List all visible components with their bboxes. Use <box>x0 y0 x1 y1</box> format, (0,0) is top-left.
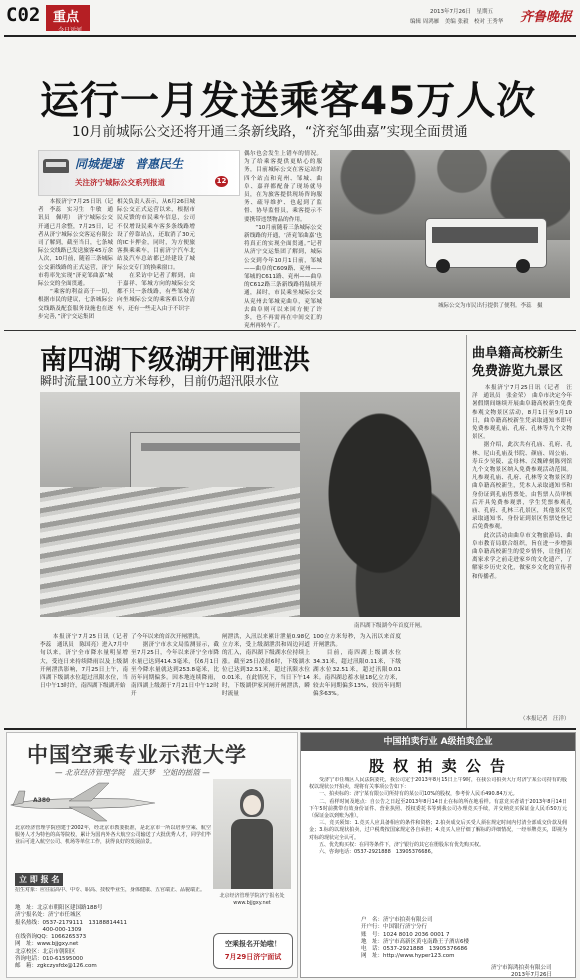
bus-shape <box>425 218 547 268</box>
story1-bottom-rule <box>4 330 576 331</box>
tree-foreground <box>300 392 460 617</box>
auction-contact-block <box>361 917 561 961</box>
enroll-title: 立 即 报 名 <box>15 873 63 886</box>
date-line: 2013年7月26日 星期五 <box>430 9 493 15</box>
story1-col3: 偶尔也会发生上错车的情况。为了给乘客提供更贴心的服务，目前城际公交在客运站的四个站点和兖州、邹城、曲阜、嘉祥都配备了现场就导员，在为旅客提供现场咨询服务、疏导维护、也起到了监督、协导监督员，乘客提示不要携带违禁物品的作用。 “10月前随着三条城际公交新线路的开通，‘济兖邹曲嘉’也将真正的实现全面贯通。”记者从济宁交运集团了解到，城际公交到今年10月1日前，邹城——曲阜的C609路、兖州——邹城的C611路、兖州——曲阜的C612路三条新线路将陆续开通，届时，市民乘坐城际公交从兖州去邹城兖曲阜，兖邹城去曲阜则可以来回方便了许多，也不再需再在中间交汇的兖州再转车了。 <box>244 151 322 330</box>
story3-divider <box>466 335 467 728</box>
auction-body: 受济宁市任城区人民法院委托，我公司定于2013年8月15日上午9时，在我公司拍卖大厅对济宁某公司持有的股权以现状公开拍卖，现将有关事项公告如下： 一、拍卖标的：济宁某有限公司所持有的某公司10%的股权，参考价人民币490.84万元。 二、看样时间及地点：自公告之日起至2013年8月14日止在标的所在地看样。有意竞买者请于2013年8月14日下午5时前携带有效身份证件、营业执照、授权委托书等到我公司办理竞买手续，并交纳竞买保证金人民币50万元（保证金以到账为准）。 三、竞买须知：1.竞买人应具备相应的条件和资格；2.拍卖成交后买受人须在规定时间内付清全部成交价款及佣金；3.标的以现状拍卖，过户税费按国家规定各自承担；4.竞买人应仔细了解标的详细情况，一经举牌竞买，即视为对标的现状完全认可。 五、优先购买权：在同等条件下，济宁银行的其它在册股东有优先购买权。 六、咨询电话：0537-2921888 13905376686。 <box>309 777 567 856</box>
contact-line: 北京校区：北京市朝阳区 <box>15 948 76 955</box>
auction-date: 2013年7月26日 <box>511 972 552 978</box>
contact-line: 咨询电话：010-61595000 <box>15 956 83 963</box>
bus-photo <box>330 150 570 298</box>
section-name: 重点 <box>53 10 80 25</box>
auction-notice <box>300 732 576 978</box>
contact-line: 邮 箱：zgkczysfdx@126.com <box>15 963 97 970</box>
contact-line: 网 址：www.bjjgxy.net <box>15 941 79 948</box>
contact-line: 在线咨询QQ：1066265373 <box>15 934 87 941</box>
school-ad-tagline: — 北京经济管理学院 蓝天梦 空姐的摇篮 — <box>55 768 210 777</box>
story3-footnote: （本报记者 汪洋） <box>520 716 570 722</box>
section-tab <box>46 5 90 34</box>
school-footer-line: www.bjjgxy.net <box>233 900 271 906</box>
school-ad-title: 中国空乘专业示范大学 <box>27 742 247 767</box>
plane-label: A380 <box>33 797 51 804</box>
floodgate-photo-caption: 南四湖下级湖今年首度开闸。 <box>354 623 426 629</box>
school-ad-intro: 北京经济管理学院创建于2002年，经北京市教委批准，是北京市一所以培养空乘、航空服务人才为特色的高等院校，累计为国内外各大航空公司输送了大批优秀人才，同学们毕业后可进入航空公司、机场等单位工作，获得良好的发展前景。 <box>15 825 211 845</box>
auction-contact-line: 账 号：1024 8010 2036 0001 7 <box>361 931 450 938</box>
water-outflow <box>40 487 340 617</box>
series-number: 12 <box>216 177 227 185</box>
school-ad <box>6 732 298 978</box>
page-header <box>0 0 580 38</box>
airplane-image <box>9 779 159 825</box>
story3-body: 本报济宁7月25日讯（记者 汪 洋 通讯员 张金荣） 曲阜市决定今年暑假期间继续开展曲阜籍高校新生免费参观文物景区活动，8月1日至9月10日，曲阜籍高校新生凭录取通知书即可免费参观孔庙、孔府、孔林等九个文物景区。 据介绍，此次共有孔庙、孔府、孔林、尼山孔庙及书院、颜庙、周公庙、寿丘少昊陵、孟母林、汉魏碑刻陈列馆九个文物景区纳入免费参观活动范围。凡参观孔庙、孔府、孔林等文物景区的曲阜籍高校新生，凭本人录取通知书和身份证到孔庙售票处，由售票人员审核后开具免费参观票，学生凭票参观孔庙、孔府、孔林三孔景区，其他景区凭录取通知书、身份证到景区售票处登记后免费参观。 此次活动由曲阜市文物旅游局、曲阜市教育局联合组织，旨在进一步增强曲阜籍高校新生的爱乡情怀，让他们在离家求学之前走进家乡的文化遗产，了解家乡历史文化，做家乡文化的宣传者和传播者。 <box>472 385 572 580</box>
auction-contact-line: 户 名：济宁市拍卖有限公司 <box>361 917 433 923</box>
story3-headline-2: 免费游览九景区 <box>472 364 564 379</box>
badge-line-2: 7月29日济宁面试 <box>224 953 282 961</box>
story2-col3: 闸泄洪，入汛以来累计泄量0.98亿立方米，受上级湖泄洪和周边河道的汇入，南四湖下级湖水位持续上涨。截至25日凌晨6时，下级湖水位已达到32.51米，超过汛限水位0.01米，在此情况下，当日下午14时，下级湖伊家河闸开闸泄洪，瞬时流量 <box>222 634 310 698</box>
auction-contact-line: 网 址：http://www.hyper123.com <box>361 953 455 960</box>
story2-headline: 南四湖下级湖开闸泄洪 <box>40 345 310 376</box>
series-banner-title: 关注济宁城际公交系列报道 <box>75 178 165 187</box>
school-footer <box>213 893 291 907</box>
ad-top-rule <box>4 728 576 730</box>
contact-block <box>15 905 211 975</box>
contact-line: 400-000-1309 <box>15 926 82 933</box>
story1-subhead: 10月前城际公交还将开通三条新线路，“济兖邹曲嘉”实现全面贯通 <box>72 124 468 140</box>
story1-headline: 运行一月发送乘客45万人次 <box>40 79 537 124</box>
auction-signature: 济宁市海鸿拍卖有限公司 <box>491 965 552 971</box>
enroll-text: 招生对象：应往届高中、中专、职高、技校毕业生，身体健康、五官端正、品貌端正。 <box>15 887 206 893</box>
contact-line: 地 址：北京市朝阳区建国路188号 <box>15 905 103 911</box>
bus-photo-caption: 城际公交为市民出行提供了便利。李蕊 摄 <box>438 303 543 309</box>
stewardess-photo <box>213 779 291 889</box>
header-rule <box>4 35 576 37</box>
page-code: C02 <box>6 4 41 26</box>
story1-col2: 相关负责人表示，从6月26日城际公交正式运营以来，根据市民反馈的市民乘车信息，公司不仅增设民乘车客多条线路增设了停靠站点，还取消了30元的IC卡押金，同时，为方便旅客换乘乘车，目前济宁汽车北站及汽车总站都已经建设了城际公交专门的换乘窗口。 在采访中记者了解到，由于嘉祥、邹城方向的城际公交都不只一条线路，有些邹城方向坐城际公交的乘客难以分清车，还有一些走入由于不识字 <box>117 199 195 312</box>
badge-line-1: 空乘报名开始啦！ <box>225 940 281 948</box>
auction-title: 股 权 拍 卖 公 告 <box>368 757 508 775</box>
story2-col1: 本报济宁7月25日讯（记者 李蕊 通讯员 陈国亮）进入7月中旬以来，济宁全市降水量明显增大，受连日来持续降雨以及上级湖开闸泄洪影响，7月25日上午，南四湖下级湖水位超过汛限水位，当日中午13时许，南四湖下级湖开始 <box>40 634 128 690</box>
auction-contact-line: 开户行：中国银行济宁分行 <box>361 924 428 931</box>
story2-subhead: 瞬时流量100立方米每秒，目前仍超汛限水位 <box>40 374 279 388</box>
floodgate-photo <box>40 392 460 617</box>
contact-line: 报名热线：0537-2179111 13188814411 <box>15 919 127 926</box>
contact-line: 济宁报名处：济宁市任城区 <box>15 912 82 919</box>
subsection-name: 今日运河 <box>58 27 83 34</box>
story2-col4: 100立方米每秒，为入汛以来首度开闸泄洪。 目前，南四湖上级湖水位34.31米，超过汛限0.11米，下级湖水位32.51米，超过汛限0.01米。南四湖总蓄水量18亿立方米，较去年同期偏多13%，较历年同期偏多63%。 <box>313 634 401 698</box>
series-banner <box>38 150 240 196</box>
bus-icon <box>43 159 69 173</box>
interview-badge <box>213 933 293 969</box>
editors-line: 编辑 周鸿雁 美编 张毅 校对 王秀华 <box>410 19 504 25</box>
auction-contact-line: 电 话：0537-2921888 13905376686 <box>361 946 468 953</box>
auction-contact-line: 地 址：济宁市高新区黄屯南路王子酒店6楼 <box>361 938 470 945</box>
auction-header: 中国拍卖行业 A级拍卖企业 <box>301 733 575 751</box>
story1-col1: 本报济宁7月25日讯（记者 李蕊 实习生 牛敏 通讯员 佩明） 济宁城际公交开通已月余整，7月25日，记者从济宁城际公交客运有限公司了解到，截至当日，七条城际公交线路已发送旅客45万余人次，10月前，随着三条城际公交新线路的正式运营，济宁市将率先实现“济兖邹曲嘉”城际公交的全面贯通。 “乘客的利益高于一切，根据市民的建议，七条城际公交线路及配套服务设施也在逐步完善，”济宁交运集团 <box>38 199 113 320</box>
story2-col2: 了今年以来的首次开闸泄洪。 据济宁市水文局监测显示，截至7月25日，今年以来济宁全市降水量已达到414.3毫米，仅6月1日至今降水量就达到253.8毫米，比历年同期偏多。因本地连续降雨，南四湖上级湖于7月21日中午12时开 <box>131 634 219 698</box>
story3-headline-1: 曲阜籍高校新生 <box>472 346 564 361</box>
series-banner-slogan: 同城提速 普惠民生 <box>75 157 184 171</box>
masthead-logo: 齐鲁晚报 <box>520 10 573 25</box>
school-footer-line: 北京经济管理学院济宁报名处 <box>219 893 285 899</box>
